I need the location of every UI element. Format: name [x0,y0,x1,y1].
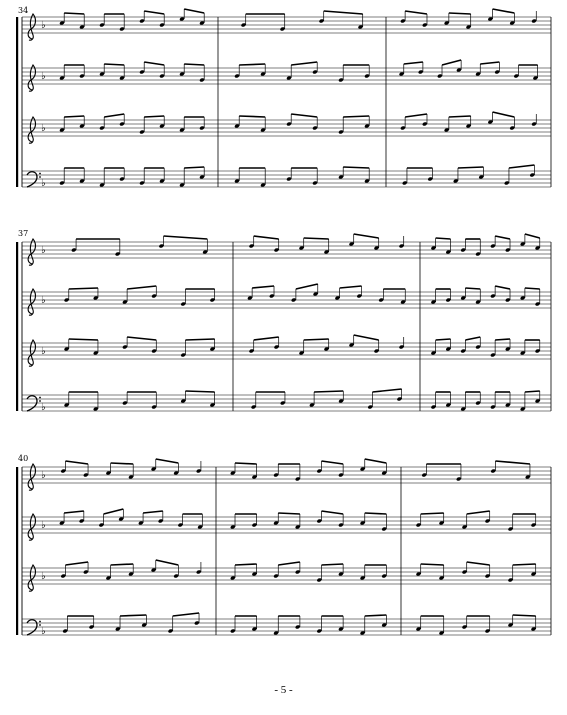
note-beam [467,511,490,514]
note-beam [104,509,124,514]
note-beam [467,562,490,565]
treble-clef-icon [28,464,35,490]
note-beam [69,339,98,340]
bass-clef-icon [27,396,37,411]
treble-clef-icon [28,65,35,91]
note-beam [304,339,329,340]
note-beam [184,9,204,13]
treble-clef-icon [28,289,35,315]
note-beam [513,615,536,616]
note-beam [304,238,329,239]
note-beam [156,560,179,565]
note-beam [127,337,156,340]
note-beam [296,284,318,289]
note-beam [65,562,88,565]
flat-key-signature-icon: ♭ [41,346,46,357]
note-beam [343,167,369,168]
note-beam [442,60,461,65]
note-beam [340,286,362,288]
flat-key-signature-icon: ♭ [41,123,46,134]
note-beam [525,234,540,238]
note-beam [322,511,344,514]
treble-clef-icon [28,340,35,366]
note-beam [239,64,265,65]
system-bracket [16,467,18,635]
note-beam [436,238,451,239]
note-beam [465,337,480,340]
flat-key-signature-icon: ♭ [41,571,46,582]
note-beam [493,9,515,13]
note-beam [324,11,363,14]
note-beam [184,64,204,65]
flat-key-signature-icon: ♭ [41,245,46,256]
flat-key-signature-icon: ♭ [41,71,46,82]
note-beam [185,391,214,392]
note-beam [513,564,536,565]
note-beam [144,11,164,14]
note-beam [254,236,279,239]
note-beam [239,116,265,117]
system-bracket [16,242,18,411]
bass-clef-dot [39,173,41,175]
note-beam [144,62,164,65]
note-beam [322,564,344,565]
note-beam [104,114,124,117]
note-beam [343,116,369,117]
page-number: - 5 - [274,684,293,696]
flat-key-signature-icon: ♭ [41,470,46,481]
bass-clef-dot [39,397,41,399]
note-beam [291,62,317,65]
treble-clef-icon [28,14,35,40]
treble-clef-icon [28,565,35,591]
note-beam [64,511,84,513]
note-beam [525,288,540,289]
treble-clef-icon [28,239,35,265]
note-beam [372,389,401,392]
system-1 [16,9,551,189]
note-beam [254,337,279,340]
note-beam [235,564,257,565]
note-beam [405,11,427,14]
flat-key-signature-icon: ♭ [41,626,46,637]
note-beam [185,339,214,340]
note-beam [354,234,379,238]
note-beam [436,339,451,340]
measure-number-system-3: 40 [18,454,29,463]
flat-key-signature-icon: ♭ [41,402,46,413]
note-beam [421,513,444,514]
note-beam [65,461,88,464]
note-beam [278,562,300,565]
measure-number-system-1: 34 [18,6,29,15]
note-beam [143,511,163,513]
note-beam [495,286,510,289]
flat-key-signature-icon: ♭ [41,520,46,531]
note-beam [314,391,343,392]
note-beam [495,461,530,464]
note-beam [495,339,510,340]
flat-key-signature-icon: ♭ [41,178,46,189]
treble-clef-icon [28,514,35,540]
note-beam [252,286,274,288]
note-beam [458,167,484,168]
note-beam [509,165,535,168]
note-beam [156,459,179,463]
note-beam [104,64,124,65]
note-beam [365,615,387,616]
note-beam [64,13,84,14]
note-beam [493,112,515,117]
flat-key-signature-icon: ♭ [41,20,46,31]
note-beam [144,116,164,117]
note-beam [111,564,134,565]
bass-clef-icon [27,172,37,187]
note-beam [449,13,471,14]
note-beam [465,288,480,289]
measure-number-system-2: 37 [18,229,29,238]
note-beam [111,463,134,464]
treble-clef-icon [28,117,35,143]
note-beam [173,613,199,616]
note-beam [127,286,156,289]
note-beam [365,459,387,463]
note-beam [235,463,257,464]
note-beam [69,288,98,289]
bass-clef-icon [27,620,37,635]
note-beam [354,335,379,340]
note-beam [421,564,444,565]
note-beam [449,116,471,117]
note-beam [322,461,344,464]
system-2 [16,234,551,413]
note-beam [405,114,427,117]
note-beam [480,62,499,64]
system-bracket [16,17,18,187]
bass-clef-dot [39,621,41,623]
note-beam [495,236,510,239]
note-beam [525,391,540,392]
note-beam [184,167,204,168]
note-beam [291,114,317,117]
system-3 [16,459,551,637]
note-beam [278,513,300,514]
note-beam [120,615,146,616]
note-beam [164,236,208,239]
note-beam [64,116,84,117]
note-beam [365,513,387,514]
note-beam [404,62,423,64]
flat-key-signature-icon: ♭ [41,295,46,306]
